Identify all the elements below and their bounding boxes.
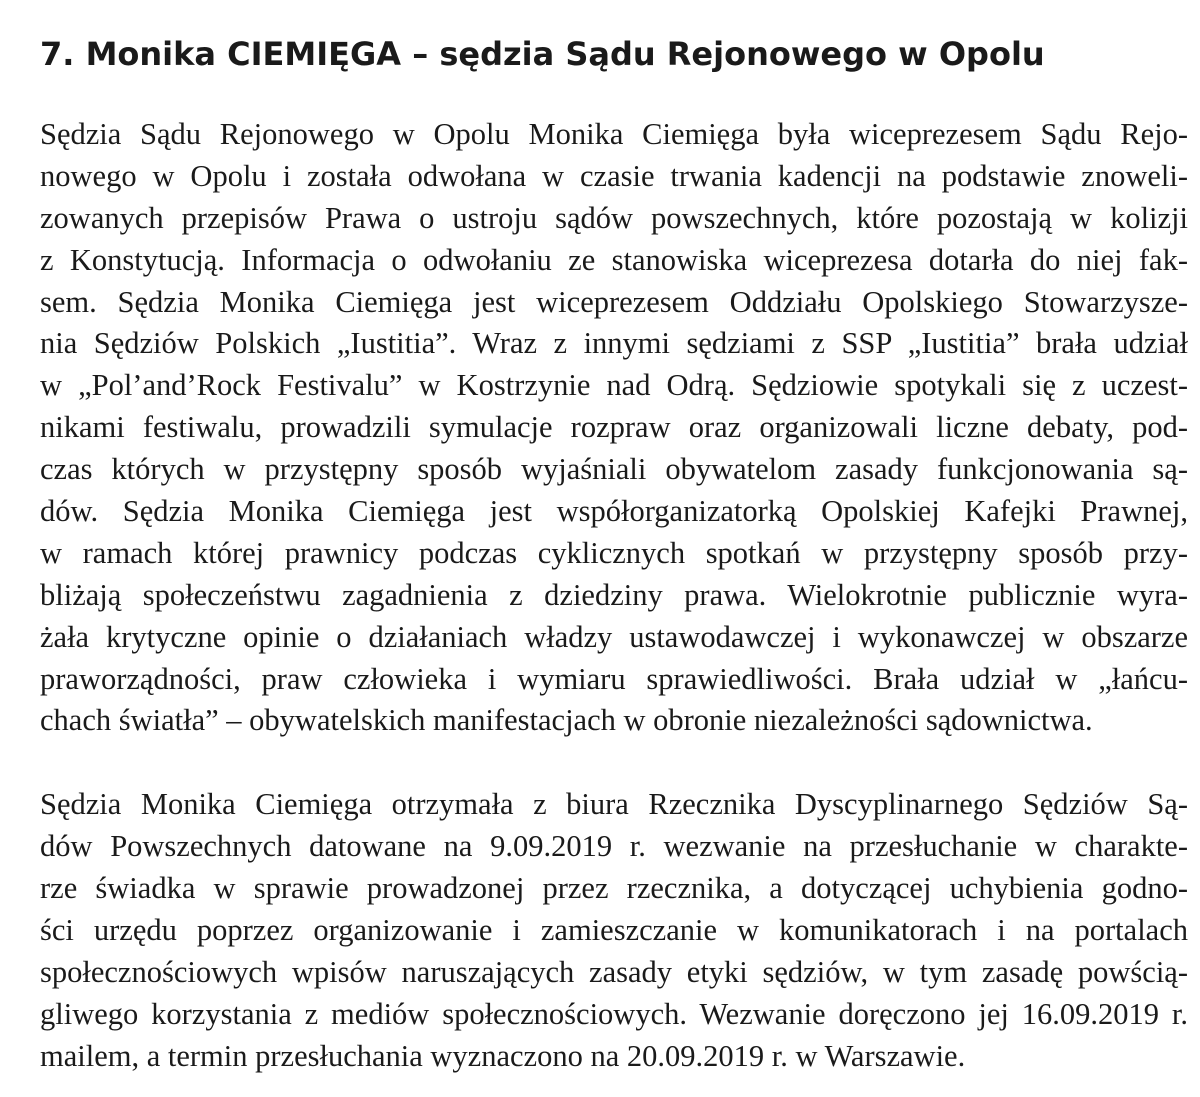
paragraph-line: zowanych przepisów Prawa o ustroju sądów powszechnych, które pozostają w kolizji [40,200,1188,235]
paragraph-line: nia Sędziów Polskich „Iustitia”. Wraz z innymi sędziami z SSP „Iustitia” brała udział [40,326,1188,361]
paragraph-line: dów Powszechnych datowane na 9.09.2019 r. wezwanie na przesłuchanie w charakte- [40,829,1188,864]
paragraph-line: żała krytyczne opinie o działaniach władzy ustawodawczej i wykonawczej w obszarze [40,619,1188,654]
paragraph-line: w „Pol’and’Rock Festivalu” w Kostrzynie nad Odrą. Sędziowie spotykali się z uczest- [40,368,1188,403]
paragraph-line: nowego w Opolu i została odwołana w czasie trwania kadencji na podstawie znoweli- [40,158,1188,193]
paragraph-1 [40,114,1188,742]
paragraph-line: bliżają społeczeństwu zagadnienia z dziedziny prawa. Wielokrotnie publicznie wyra- [40,577,1188,612]
paragraph-line: w ramach której prawnicy podczas cyklicznych spotkań w przystępny sposób przy- [40,535,1188,570]
paragraph-line: Sędzia Sądu Rejonowego w Opolu Monika Ciemięga była wiceprezesem Sądu Rejo- [40,117,1188,151]
paragraph-line: ści urzędu poprzez organizowanie i zamieszczanie w komunikatorach i na portalach [40,913,1188,948]
paragraph-line: z Konstytucją. Informacja o odwołaniu ze stanowiska wiceprezesa dotarła do niej fak- [40,242,1188,277]
paragraph-line: Sędzia Monika Ciemięga otrzymała z biura Rzecznika Dyscyplinarnego Sędziów Są- [40,787,1188,822]
paragraph-line: nikami festiwalu, prowadzili symulacje rozpraw oraz organizowali liczne debaty, pod- [40,410,1188,445]
paragraph-2 [40,784,1188,1077]
paragraph-line: praworządności, praw człowieka i wymiaru sprawiedliwości. Brała udział w „łańcu- [40,661,1188,696]
paragraph-line: sem. Sędzia Monika Ciemięga jest wiceprezesem Oddziału Opolskiego Stowarzysze- [40,284,1188,319]
paragraph-line: społecznościowych wpisów naruszających zasady etyki sędziów, w tym zasadę powścią- [40,954,1188,989]
document-page [40,28,1188,1078]
paragraph-line: mailem, a termin przesłuchania wyznaczono na 20.09.2019 r. w Warszawie. [40,1038,966,1073]
paragraph-line: dów. Sędzia Monika Ciemięga jest współorganizatorką Opolskiej Kafejki Prawnej, [40,494,1188,529]
paragraph-line: czas których w przystępny sposób wyjaśniali obywatelom zasady funkcjonowania są- [40,452,1188,487]
paragraph-line: rze świadka w sprawie prowadzonej przez rzecznika, a dotyczącej uchybienia godno- [40,871,1188,906]
section-heading: 7. Monika CIEMIĘGA – sędzia Sądu Rejonowego w Opolu [40,35,1045,73]
paragraph-line: chach światła” – obywatelskich manifestacjach w obronie niezależności sądownictwa. [40,703,1093,738]
paragraph-line: gliwego korzystania z mediów społecznościowych. Wezwanie doręczono jej 16.09.2019 r. [40,996,1188,1031]
